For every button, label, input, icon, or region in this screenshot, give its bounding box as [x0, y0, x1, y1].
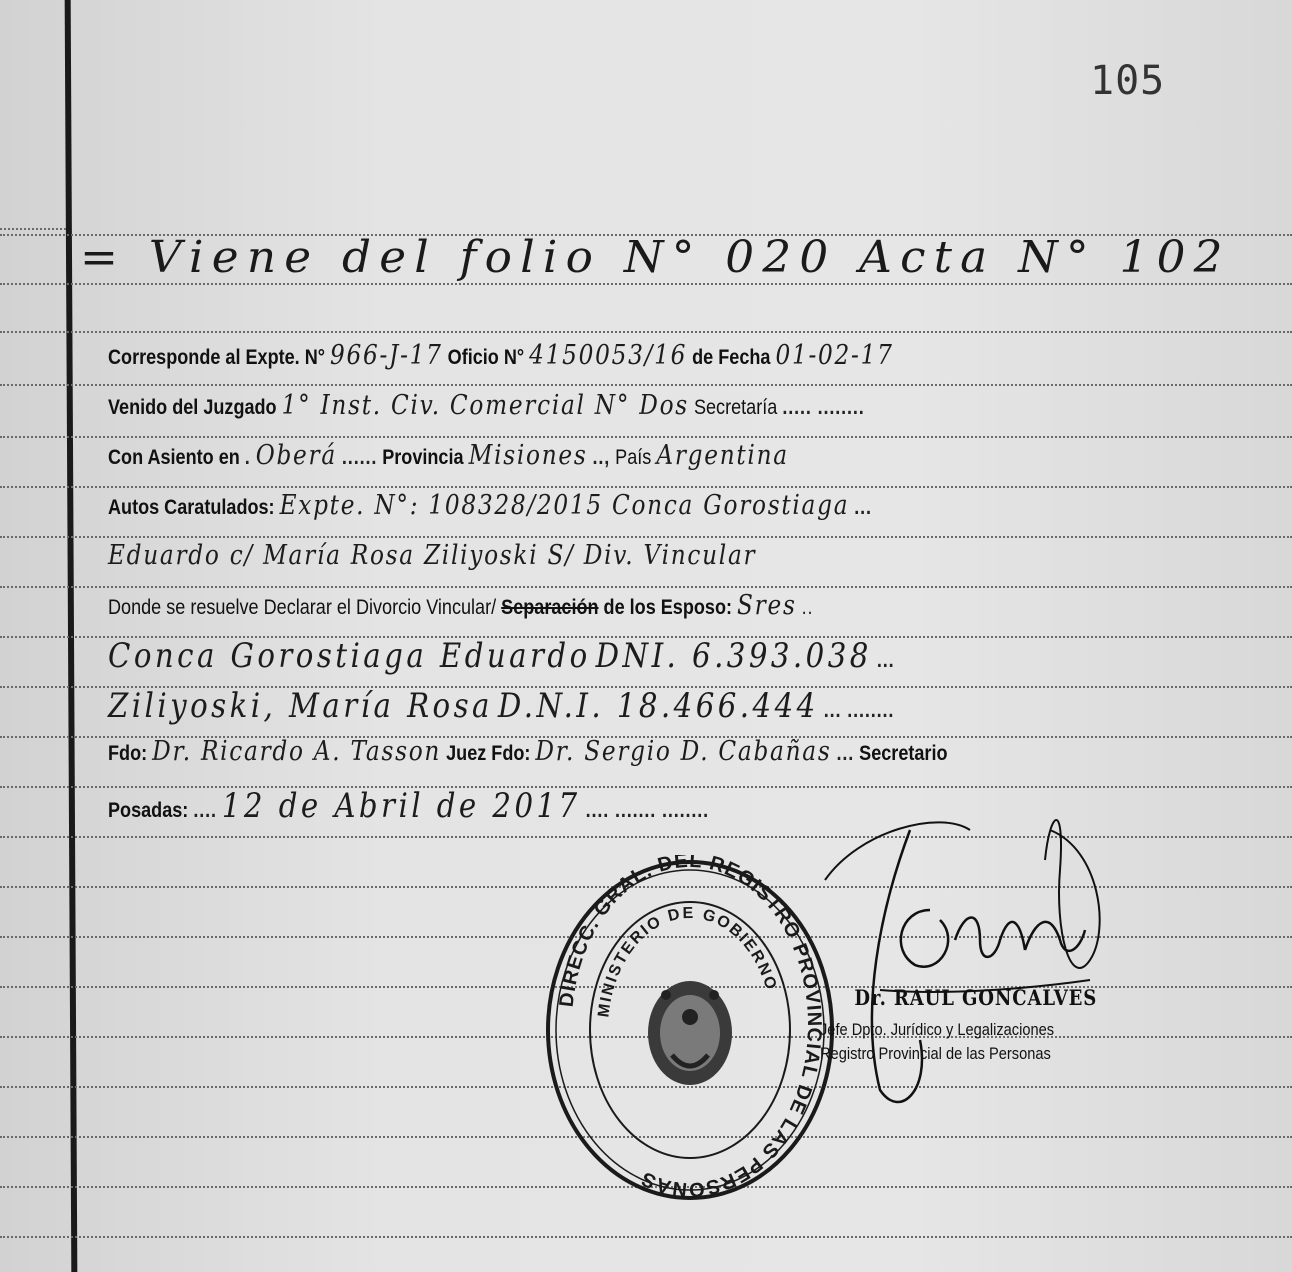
label-juzgado: Venido del Juzgado	[108, 396, 277, 419]
struck-separacion: Separación	[501, 596, 599, 619]
row-esposo-2	[108, 686, 894, 726]
ruled-line	[0, 384, 1292, 386]
ruled-line	[0, 586, 1292, 588]
value-esposo1-name: Conca Gorostiaga Eduardo	[108, 636, 591, 676]
label-secretario: Secretario	[859, 742, 948, 765]
ruled-line	[0, 331, 1292, 333]
dotted-filler: ...	[836, 742, 855, 765]
label-oficio: Oficio N°	[447, 346, 525, 369]
value-oficio: 4150053/16	[529, 340, 688, 371]
signatory-org: Registro Provincial de las Personas	[820, 1044, 1051, 1063]
label-asiento: Con Asiento en	[108, 446, 240, 469]
value-fecha-acta: 12 de Abril de 2017	[221, 786, 581, 826]
ruled-line	[0, 486, 1292, 488]
dotted-filler: ....	[193, 799, 217, 822]
row-asiento	[108, 440, 789, 480]
label-expte: Corresponde al Expte. N°	[108, 346, 325, 369]
handwritten-signature	[820, 790, 1120, 1150]
dotted-filler: .	[244, 446, 251, 469]
value-provincia: Misiones	[468, 440, 588, 471]
row-firmas	[108, 736, 948, 776]
label-provincia: Provincia	[382, 446, 464, 469]
dotted-filler: ..,	[592, 446, 611, 469]
value-autos-line1: Expte. N°: 108328/2015 Conca Gorostiaga	[279, 490, 850, 521]
seal-outer-text: DIRECC. GRAL. DEL REGISTRO PROVINCIAL DE LAS PERSONAS	[555, 855, 826, 1201]
official-seal	[540, 855, 840, 1205]
folio-number: 105	[1090, 58, 1166, 104]
ruled-line	[0, 536, 1292, 538]
value-asiento: Oberá	[255, 440, 337, 471]
value-esposo2-dni: D.N.I. 18.466.444	[497, 686, 819, 726]
ruled-line	[0, 1236, 1292, 1238]
dotted-filler: ..	[801, 596, 814, 619]
seal-inner-text: MINISTERIO DE GOBIERNO	[595, 904, 780, 1019]
value-juez: Dr. Ricardo A. Tasson	[152, 736, 442, 767]
row-autos	[108, 490, 872, 530]
value-autos-line2: Eduardo c/ María Rosa Ziliyoski S/ Div. Vincular	[108, 540, 757, 571]
row-autos-cont	[108, 540, 756, 580]
value-esposo2-name: Ziliyoski, María Rosa	[108, 686, 493, 726]
header-note: = Viene del folio N° 020 Acta N° 102	[80, 232, 1231, 283]
label-pais: País	[615, 446, 652, 469]
signature-block	[820, 985, 1097, 1064]
label-fecha: de Fecha	[692, 346, 771, 369]
dotted-filler: ... ........	[823, 699, 895, 722]
dotted-filler: .... ....... ........	[585, 799, 710, 822]
value-pais: Argentina	[656, 440, 789, 471]
value-fecha: 01-02-17	[775, 340, 894, 371]
signatory-name: Dr. RAUL GONCALVES	[854, 985, 1098, 1010]
row-esposo-1	[108, 636, 894, 676]
ruled-line	[0, 436, 1292, 438]
signatory-role: Jefe Dpto. Jurídico y Legalizaciones	[820, 1020, 1055, 1039]
label-esposos: de los Esposo:	[603, 596, 733, 619]
value-expte: 966-J-17	[330, 340, 443, 371]
value-secretario: Dr. Sergio D. Cabañas	[535, 736, 832, 767]
row-juzgado	[108, 390, 865, 430]
row-resuelve	[108, 590, 813, 630]
value-juzgado: 1° Inst. Civ. Comercial N° Dos	[281, 390, 689, 421]
value-esposo1-dni: DNI. 6.393.038	[595, 636, 872, 676]
row-expediente	[108, 340, 894, 380]
label-autos: Autos Caratulados:	[108, 496, 275, 519]
dotted-filler: ..... ........	[782, 396, 865, 419]
row-lugar-fecha	[108, 786, 709, 826]
label-resuelve: Donde se resuelve Declarar el Divorcio Vincular/	[108, 596, 497, 619]
label-fdo: Fdo:	[108, 742, 148, 765]
value-sres: Sres	[737, 590, 797, 621]
label-posadas: Posadas:	[108, 799, 189, 822]
ruled-line	[0, 228, 66, 230]
dotted-filler: ...	[854, 496, 872, 519]
ruled-line	[0, 283, 1292, 285]
label-secretaria: Secretaría	[693, 396, 778, 419]
label-juez: Juez Fdo:	[446, 742, 531, 765]
dotted-filler: ...	[876, 649, 895, 672]
coat-of-arms-icon	[648, 981, 732, 1085]
dotted-filler: ......	[341, 446, 378, 469]
